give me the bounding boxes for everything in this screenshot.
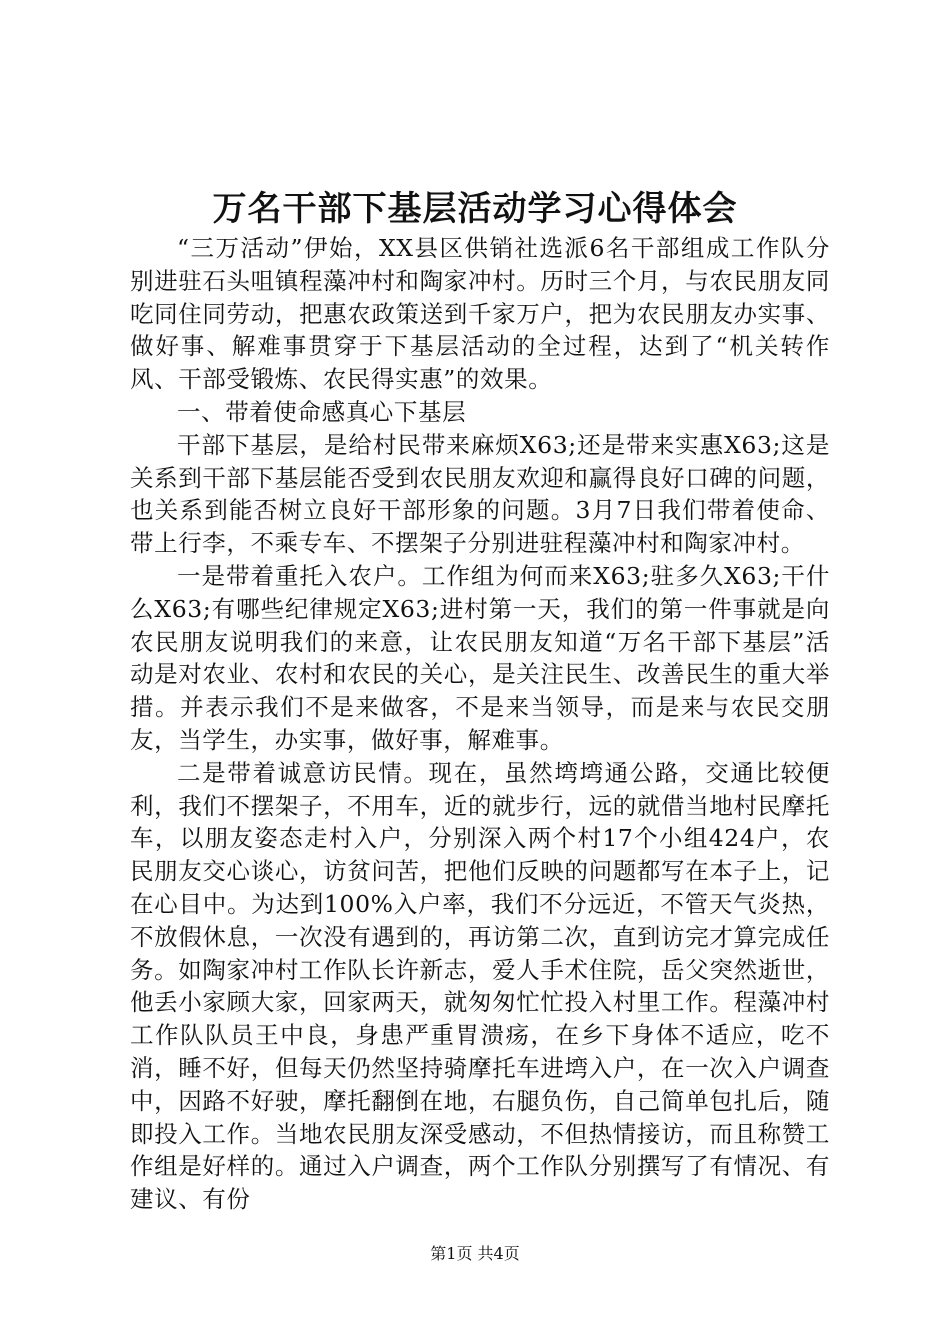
paragraph-3: 一是带着重托入农户。工作组为何而来X63;驻多久X63;干什么X63;有哪些纪律规定X63;进村第一天，我们的第一件事就是向农民朋友说明我们的来意，让农民朋友知道“万名干部下基层”活动是对农业、农村和农民的关心，是关注民生、改善民生的重大举措。并表示我们不是来做客，不是来当领导，而是来与农民交朋友，当学生，办实事，做好事，解难事。 [130, 561, 830, 754]
section-heading-1: 一、带着使命感真心下基层 [177, 397, 467, 426]
paragraph-intro: “三万活动”伊始，XX县区供销社选派6名干部组成工作队分别进驻石头咀镇程藻冲村和陶家冲村。历时三个月，与农民朋友同吃同住同劳动，把惠农政策送到千家万户，把为农民朋友办实事、做好事、解难事贯穿于下基层活动的全过程，达到了“机关转作风、干部受锻炼、农民得实惠”的效果。 [130, 234, 830, 394]
document-body [130, 232, 830, 1216]
page-footer: 第1页 共4页 [430, 1244, 520, 1263]
paragraph-2: 干部下基层，是给村民带来麻烦X63;还是带来实惠X63;这是关系到干部下基层能否受到农民朋友欢迎和赢得良好口碑的问题，也关系到能否树立良好干部形象的问题。3月7日我们带着使命、带上行李，不乘专车、不摆架子分别进驻程藻冲村和陶家冲村。 [130, 430, 830, 558]
paragraph-4: 二是带着诚意访民情。现在，虽然塆塆通公路，交通比较便利，我们不摆架子，不用车，近的就步行，远的就借当地村民摩托车，以朋友姿态走村入户，分别深入两个村17个小组424户，农民朋友交心谈心，访贫问苦，把他们反映的问题都写在本子上，记在心目中。为达到100%入户率，我们不分远近，不管天气炎热，不放假休息，一次没有遇到的，再访第二次，直到访完才算完成任务。如陶家冲村工作队长许新志，爱人手术住院，岳父突然逝世，他丢小家顾大家，回家两天，就匆匆忙忙投入村里工作。程藻冲村工作队队员王中良，身患严重胃溃疡，在乡下身体不适应，吃不消，睡不好，但每天仍然坚持骑摩托车进塆入户，在一次入户调查中，因路不好驶，摩托翻倒在地，右腿负伤，自己简单包扎后，随即投入工作。当地农民朋友深受感动，不但热情接访，而且称赞工作组是好样的。通过入户调查，两个工作队分别撰写了有情况、有建议、有份 [130, 758, 830, 1214]
document-title: 万名干部下基层活动学习心得体会 [212, 189, 738, 229]
